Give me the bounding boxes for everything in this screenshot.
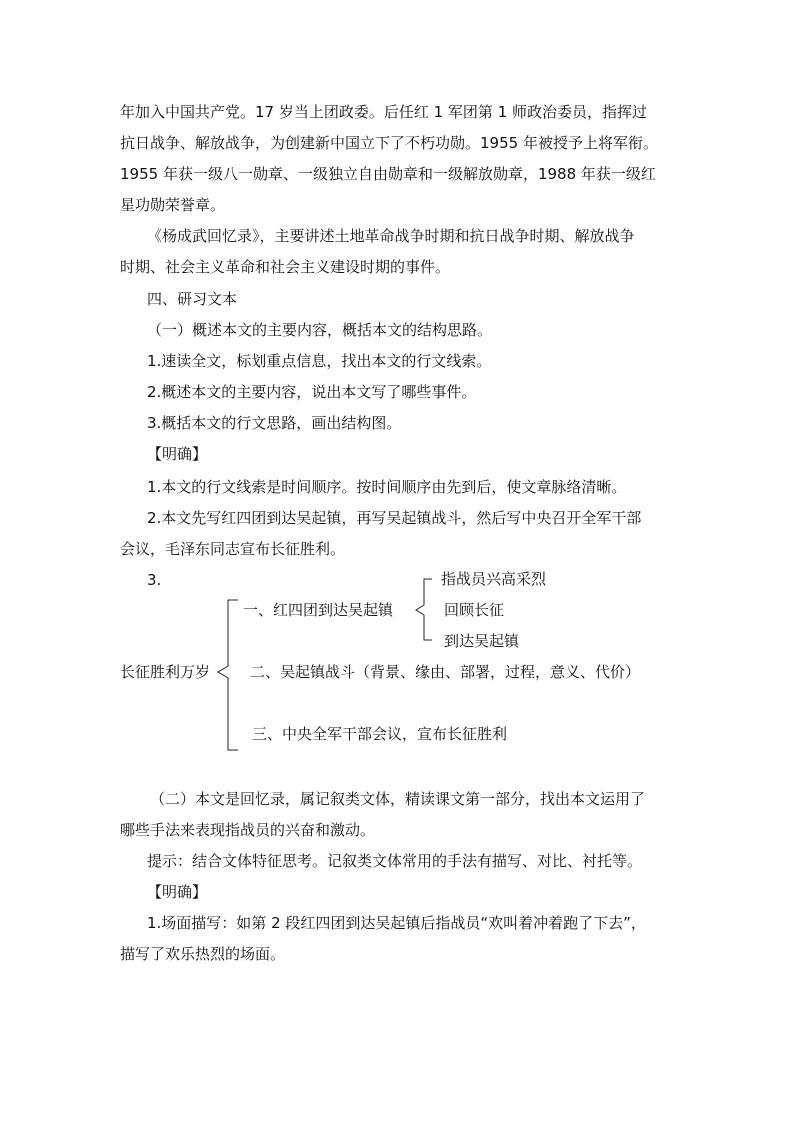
diagram-branch-1-sub: 到达吴起镇	[444, 632, 520, 650]
question-heading: （二）本文是回忆录，属记叙类文体，精读课文第一部分，找出本文运用了	[150, 790, 646, 808]
diagram-branch-2: 二、吴起镇战斗（背景、缘由、部署，过程，意义、代价）	[250, 663, 641, 681]
question-heading: （一）概述本文的主要内容，概括本文的结构思路。	[147, 321, 493, 339]
answer-item-continuation: 会议，毛泽东同志宣布长征胜利。	[120, 540, 346, 558]
task-item: 2.概述本文的主要内容，说出本文写了哪些事件。	[147, 383, 477, 401]
answer-item: 1.场面描写：如第 2 段红四团到达吴起镇后指战员“欢叫着冲着跑了下去”，	[147, 914, 646, 932]
answer-label: 【明确】	[147, 445, 208, 463]
paragraph-line: 抗日战争、解放战争，为创建新中国立下了不朽功勋。1955 年被授予上将军衔。	[120, 134, 658, 152]
task-item: 1.速读全文，标划重点信息，找出本文的行文线索。	[147, 352, 492, 370]
answer-label: 【明确】	[147, 883, 208, 901]
paragraph-line: 时期、社会主义革命和社会主义建设时期的事件。	[120, 258, 451, 276]
diagram-root-label: 长征胜利万岁	[120, 663, 211, 681]
paragraph-line: 《杨成武回忆录》，主要讲述土地革命战争时期和抗日战争时期、解放战争	[147, 227, 635, 245]
paragraph-line: 年加入中国共产党。17 岁当上团政委。后任红 1 军团第 1 师政治委员，指挥过	[120, 103, 648, 121]
diagram-branch-3: 三、中央全军干部会议，宣布长征胜利	[252, 725, 508, 743]
answer-item: 2.本文先写红四团到达吴起镇，再写吴起镇战斗，然后写中央召开全军干部	[147, 509, 642, 527]
paragraph-line: 1955 年获一级八一勋章、一级独立自由勋章和一级解放勋章，1988 年获一级红	[120, 165, 656, 183]
question-continuation: 哪些手法来表现指战员的兴奋和激动。	[120, 821, 376, 839]
sub-brace	[416, 579, 432, 640]
paragraph-line: 星功勋荣誉章。	[120, 196, 226, 214]
section-heading: 四、研习文本	[147, 290, 238, 308]
answer-item-continuation: 描写了欢乐热烈的场面。	[120, 945, 286, 963]
main-brace	[218, 600, 238, 750]
answer-item: 1.本文的行文线索是时间顺序。按时间顺序由先到后，使文章脉络清晰。	[147, 478, 627, 496]
diagram-branch-1-sub: 指战员兴高采烈	[441, 570, 547, 588]
diagram-branch-1: 一、红四团到达吴起镇	[243, 601, 394, 619]
answer-item: 3.	[147, 571, 162, 589]
hint-text: 提示：结合文体特征思考。记叙类文体常用的手法有描写、对比、衬托等。	[147, 852, 643, 870]
diagram-branch-1-sub: 回顾长征	[444, 601, 505, 619]
task-item: 3.概括本文的行文思路，画出结构图。	[147, 414, 402, 432]
